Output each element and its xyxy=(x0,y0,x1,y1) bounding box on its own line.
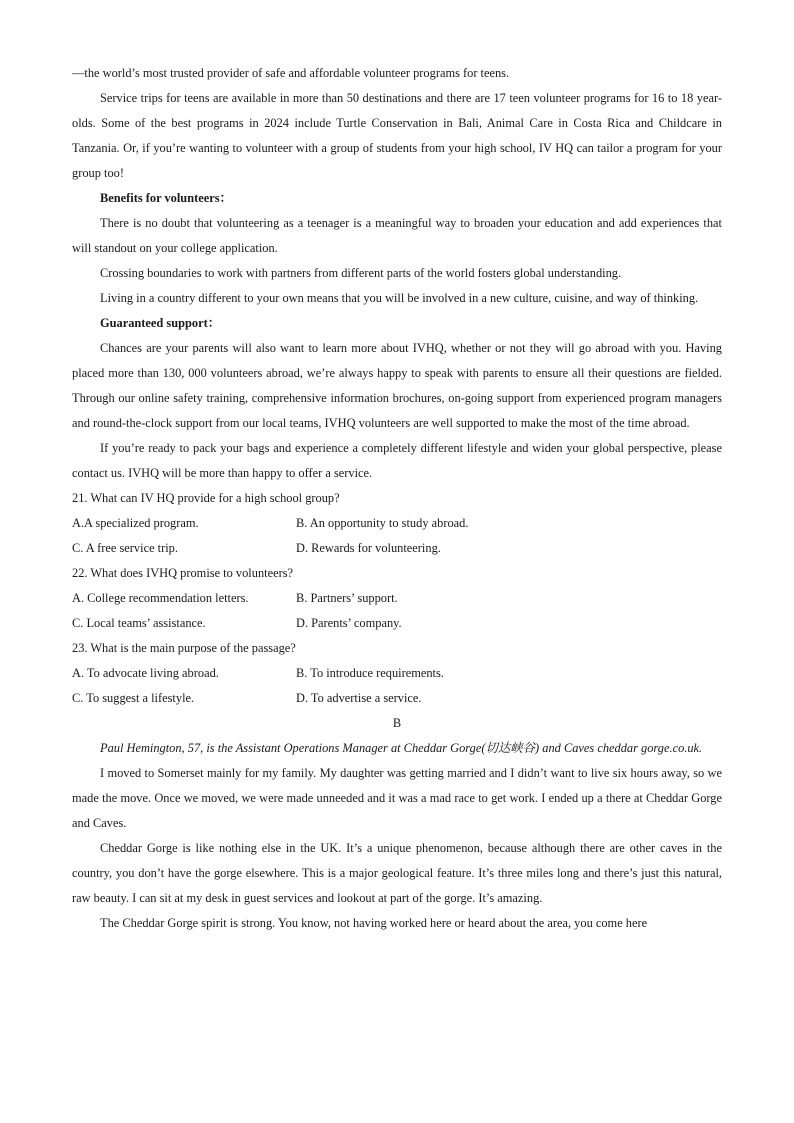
option-b: B. Partners’ support. xyxy=(296,591,398,605)
heading-support: Guaranteed support： xyxy=(100,316,221,330)
question-23 xyxy=(72,636,722,711)
option-b: B. To introduce requirements. xyxy=(296,666,444,680)
passage-b-intro: Paul Hemington, 57, is the Assistant Operations Manager at Cheddar Gorge(切达峡谷) and Caves cheddar gorge.co.uk. xyxy=(100,741,703,755)
option-row xyxy=(72,536,722,561)
option-c: C. To suggest a lifestyle. xyxy=(72,691,195,705)
option-d: D. To advertise a service. xyxy=(296,691,422,705)
option-row xyxy=(72,611,722,636)
question-stem: 21. What can IV HQ provide for a high school group? xyxy=(72,491,340,505)
option-c: C. A free service trip. xyxy=(72,541,178,555)
option-row xyxy=(72,661,722,686)
question-stem: 22. What does IVHQ promise to volunteers? xyxy=(72,566,294,580)
option-row xyxy=(72,511,722,536)
option-d: D. Rewards for volunteering. xyxy=(296,541,441,555)
option-a: A.A specialized program. xyxy=(72,516,199,530)
passage-a-paragraph-3: Crossing boundaries to work with partners from different parts of the world fosters global understanding. xyxy=(100,266,622,280)
passage-b-paragraph-3: The Cheddar Gorge spirit is strong. You know, not having worked here or heard about the area, you come here xyxy=(100,916,648,930)
option-a: A. To advocate living abroad. xyxy=(72,666,219,680)
passage-b-label: B xyxy=(392,716,402,730)
passage-a-paragraph-1: Service trips for teens are available in more than 50 destinations and there are 17 teen volunteer programs for 16 to 18 year-olds. Some of the best programs in 2024 include Turtle Conservation in Bali, Animal Care in Costa Rica and Childcare in Tanzania. Or, if you’re wanting to volunteer with a group of students from your high school, IV HQ can tailor a program for your group too! xyxy=(72,91,722,180)
passage-a-paragraph-4: Living in a country different to your own means that you will be involved in a new culture, cuisine, and way of thinking. xyxy=(100,291,699,305)
document-page xyxy=(72,61,722,936)
question-22 xyxy=(72,561,722,636)
passage-b-paragraph-2: Cheddar Gorge is like nothing else in the UK. It’s a unique phenomenon, because although there are other caves in the country, you don’t have the gorge elsewhere. This is a major geological feature. It’s three miles long and there’s just this natural, raw beauty. I can sit at my desk in guest services and lookout at part of the gorge. It’s amazing. xyxy=(72,841,722,905)
question-stem: 23. What is the main purpose of the passage? xyxy=(72,641,296,655)
option-row xyxy=(72,586,722,611)
option-row xyxy=(72,686,722,711)
option-d: D. Parents’ company. xyxy=(296,616,402,630)
question-21 xyxy=(72,486,722,561)
option-a: A. College recommendation letters. xyxy=(72,591,249,605)
heading-benefits: Benefits for volunteers： xyxy=(100,191,232,205)
passage-a-paragraph-2: There is no doubt that volunteering as a teenager is a meaningful way to broaden your education and add experiences that will standout on your college application. xyxy=(72,216,722,255)
option-b: B. An opportunity to study abroad. xyxy=(296,516,469,530)
passage-b-paragraph-1: I moved to Somerset mainly for my family. My daughter was getting married and I didn’t want to live six hours away, so we made the move. Once we moved, we were made unneeded and it was a mad race to get work. I ended up a there at Cheddar Gorge and Caves. xyxy=(72,766,722,830)
passage-a-intro-line: —the world’s most trusted provider of safe and affordable volunteer programs for teens. xyxy=(72,66,510,80)
passage-a-paragraph-5: Chances are your parents will also want to learn more about IVHQ, whether or not they will go abroad with you. Having placed more than 130, 000 volunteers abroad, we’re always happy to speak with parents to ensure all their questions are fielded. Through our online safety training, comprehensive information brochures, on-going support from experienced program managers and round-the-clock support from our local teams, IVHQ volunteers are well supported to make the most of the time abroad. xyxy=(72,341,722,430)
passage-a-paragraph-6: If you’re ready to pack your bags and experience a completely different lifestyle and widen your global perspective, please contact us. IVHQ will be more than happy to offer a service. xyxy=(72,441,722,480)
option-c: C. Local teams’ assistance. xyxy=(72,616,206,630)
